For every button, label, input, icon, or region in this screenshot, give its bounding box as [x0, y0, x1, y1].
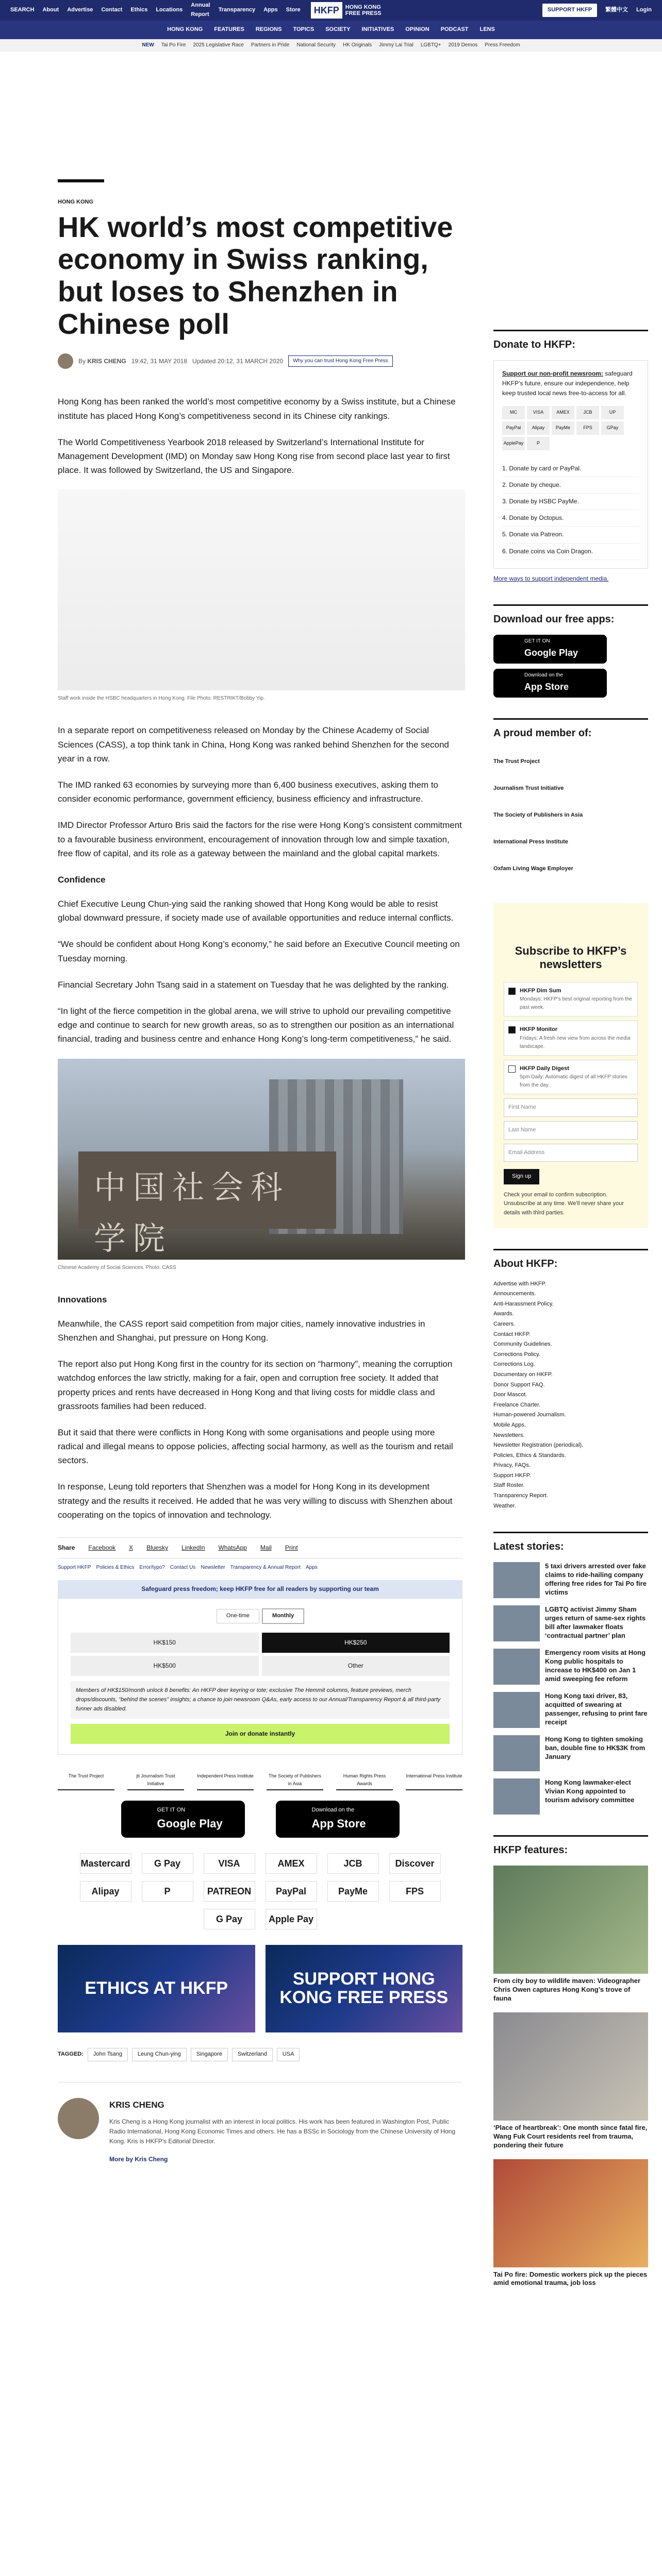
nav-item[interactable]: PODCAST [440, 26, 469, 33]
share-link[interactable]: Mail [260, 1544, 272, 1552]
amount-option[interactable]: HK$150 [71, 1633, 259, 1653]
author-avatar[interactable] [58, 353, 73, 369]
tag-list [58, 2048, 462, 2061]
payment-icon: Discover [389, 1853, 441, 1874]
meta-link[interactable]: Contact Us [170, 1565, 196, 1571]
widget-title: About HKFP: [493, 1249, 648, 1272]
partner-logo[interactable]: Human Rights Press Awards [336, 1770, 393, 1790]
author-box [58, 2082, 462, 2166]
tag-link[interactable]: John Tsang [88, 2048, 128, 2061]
latest-story[interactable] [493, 1692, 648, 1728]
paragraph: The report also put Hong Kong first in the country for its section on “harmony”, meaning the corruption watchdog enforces the law strictly, making for a fair, open and corruption free society. It added that property prices and rents have decreased in Hong Kong and that living costs for middle class and grassroots families had been reduced. [58, 1359, 453, 1411]
story-headline[interactable]: Emergency room visits at Hong Kong public hospitals to increase to HK$400 on Jan 1 amid sweeping fee reform [545, 1649, 646, 1683]
about-link[interactable]: Newsletter Registration (periodical). [493, 1442, 584, 1449]
meta-link[interactable]: Apps [305, 1565, 318, 1571]
payment-icon: Apple Pay [266, 1909, 317, 1929]
payment-icon: JCB [327, 1853, 379, 1874]
card-icon: FPS [576, 421, 599, 435]
donate-strip[interactable]: Safeguard press freedom; keep HKFP free for all readers by supporting our team [58, 1580, 462, 1598]
meta-link[interactable]: Error/typo? [139, 1565, 165, 1571]
member-logo[interactable]: Oxfam Living Wage Employer [493, 866, 573, 872]
top-link[interactable]: Apps [263, 7, 278, 13]
story-headline[interactable]: Hong Kong taxi driver, 83, acquitted of swearing at passenger, refusing to print fare receipt [545, 1692, 648, 1726]
widget-title: Latest stories: [493, 1532, 648, 1555]
paragraph: Hong Kong has been ranked the world’s most competitive economy by a Swiss institute, but a Chinese institute has placed Hong Kong’s competitiveness second in its Chinese city rankings. [58, 397, 456, 421]
latest-widget [493, 1532, 648, 1815]
story-headline[interactable]: 5 taxi drivers arrested over fake claims to ride-hailing company offering free rides for Tai Po fire victims [545, 1562, 647, 1596]
trending-item[interactable]: HK Originals [342, 42, 372, 48]
tag-link[interactable]: Switzerland [232, 2048, 273, 2061]
sidebar [493, 52, 648, 2308]
about-link[interactable]: Privacy, FAQs. [493, 1462, 531, 1469]
card-icon: AMEX [552, 406, 574, 419]
share-link[interactable]: Print [285, 1544, 298, 1552]
about-link[interactable]: Advertise with HKFP. [493, 1280, 547, 1287]
promo-row [58, 1945, 462, 2032]
donate-way-link[interactable]: 6. Donate coins via Coin Dragon. [502, 544, 639, 560]
about-link[interactable]: Community Guidelines. [493, 1341, 552, 1348]
app-store-badge[interactable]: Download on the App Store [493, 669, 607, 698]
partner-logos [58, 1770, 462, 1790]
latest-story[interactable] [493, 1649, 648, 1685]
about-link[interactable]: Weather. [493, 1502, 516, 1509]
donate-way-link[interactable]: 1. Donate by card or PayPal. [502, 461, 639, 477]
site-logo[interactable] [311, 2, 382, 19]
share-link[interactable]: WhatsApp [218, 1544, 247, 1552]
meta-link[interactable]: Newsletter [201, 1565, 225, 1571]
article [35, 52, 462, 2308]
paragraph: “We should be confident about Hong Kong’s economy,” he said before an Executive Council meeting on Tuesday morning. [58, 939, 460, 963]
checkbox[interactable] [508, 1026, 516, 1033]
features-widget [493, 1835, 648, 2287]
donate-widget [58, 1598, 462, 1755]
about-link[interactable]: Corrections Log. [493, 1361, 535, 1368]
partner-logo[interactable]: jti Journalism Trust Initiative [127, 1770, 184, 1790]
share-link[interactable]: Facebook [88, 1544, 116, 1552]
widget-title: A proud member of: [493, 718, 648, 741]
partner-logo[interactable]: Independent Press Institute [197, 1770, 254, 1790]
newsletter-note: Check your email to confirm subscription. Unsubscribe at any time. We'll never share your details with third parties. [504, 1191, 624, 1216]
latest-story[interactable] [493, 1605, 648, 1641]
paragraph: Chief Executive Leung Chun-ying said the ranking showed that Hong Kong would be able to resist global downward pressure, if society made use of available opportunities and reduce internal conflicts. [58, 899, 454, 923]
member-note: Members of HK$150/month unlock 8 benefits: An HKFP deer keyring or tote; exclusive The Hemmit columns, feature previews, merch drops/discounts, "behind the scenes" insights; a chance to join newsroom Q&As, early access to our Annual/Transparency Report & all third-party funner ads disabled. [71, 1681, 450, 1719]
feature-link[interactable]: Tai Po fire: Domestic workers pick up the pieces amid emotional trauma, job loss [493, 2270, 648, 2287]
card-icon: P [527, 437, 550, 450]
about-link[interactable]: Newsletters. [493, 1432, 525, 1438]
paragraph: Financial Secretary John Tsang said in a statement on Tuesday that he was delighted by the ranking. [58, 979, 449, 990]
share-label: Share [58, 1544, 75, 1552]
card-icon: ApplePay [502, 437, 525, 450]
donate-ways [502, 461, 639, 560]
story-thumbnail[interactable] [493, 1735, 540, 1771]
partner-logo[interactable]: The Society of Publishers in Asia [267, 1770, 323, 1790]
nav-item[interactable]: OPINION [405, 26, 429, 33]
first-name-field[interactable]: First Name [504, 1098, 638, 1117]
card-icon: VISA [527, 406, 550, 419]
article-body [58, 395, 462, 2165]
email-field[interactable]: Email Address [504, 1144, 638, 1162]
more-by-author-link[interactable]: More by Kris Cheng [109, 2156, 168, 2163]
feature-image[interactable] [493, 2159, 648, 2267]
meta-link[interactable]: Transparency & Annual Report [230, 1565, 301, 1571]
section-tag[interactable]: HONG KONG [58, 199, 94, 205]
subheading-confidence: Confidence [58, 874, 106, 885]
trending-item[interactable]: Tai Po Fire [161, 42, 186, 48]
feature-link[interactable]: From city boy to wildlife maven: Videographer Chris Owen captures Hong Kong’s trove of fauna [493, 1977, 641, 2003]
cass-sign: 中国社会科学院 [78, 1151, 336, 1229]
about-link[interactable]: Announcements. [493, 1291, 536, 1297]
member-logo[interactable]: Journalism Trust Initiative [493, 785, 564, 792]
cass-photo [58, 1059, 465, 1260]
meta-links [58, 1564, 462, 1572]
top-link[interactable]: Advertise [67, 7, 93, 13]
top-link[interactable]: Ethics [130, 7, 148, 13]
nav-item[interactable]: INITIATIVES [361, 26, 394, 33]
widget-title: HKFP features: [493, 1835, 648, 1858]
story-headline[interactable]: Hong Kong to tighten smoking ban, double fine to HK$3K from January [545, 1735, 646, 1761]
last-name-field[interactable]: Last Name [504, 1121, 638, 1140]
nav-item[interactable]: TOPICS [293, 26, 315, 33]
payment-icon: Mastercard [80, 1853, 131, 1874]
trending-item[interactable]: 2019 Demos [448, 42, 478, 48]
about-link[interactable]: Mobile Apps. [493, 1421, 526, 1428]
paragraph: IMD Director Professor Arturo Bris said the factors for the rise were Hong Kong’s consistent commitment to a favourable business environment, encouragement of innovation through low and simple taxation, free flow of capital, and its role as a gateway between the mainland and the global capital markets. [58, 820, 462, 858]
nav-item[interactable]: SOCIETY [325, 26, 351, 33]
trending-item[interactable]: Jimmy Lai Trial [379, 42, 413, 48]
author-name[interactable]: KRIS CHENG [87, 357, 126, 365]
updated-date: Updated 20:12, 31 MARCH 2020 [192, 357, 284, 365]
about-link[interactable]: Freelance Charter. [493, 1401, 541, 1408]
about-link[interactable]: Policies, Ethics & Standards. [493, 1452, 566, 1459]
nav-item[interactable]: FEATURES [214, 26, 244, 33]
story-thumbnail[interactable] [493, 1778, 540, 1815]
story-thumbnail[interactable] [493, 1649, 540, 1685]
logo-mark: HKFP [311, 2, 342, 19]
logo-line1: HONG KONG [345, 4, 381, 10]
payment-methods [58, 1853, 462, 1929]
about-link[interactable]: Documentary on HKFP. [493, 1371, 553, 1378]
share-link[interactable]: Bluesky [146, 1544, 169, 1552]
frequency-toggle [71, 1609, 450, 1623]
donate-way-link[interactable]: 2. Donate by cheque. [502, 477, 639, 494]
amount-option[interactable]: HK$250 [262, 1633, 450, 1653]
latest-story[interactable] [493, 1735, 648, 1771]
author-avatar-large[interactable] [58, 2098, 99, 2139]
donate-intro: safeguard HKFP’s future, ensure our independence, help keep trusted local news free-to-access for all. [502, 370, 633, 397]
trending-label: NEW [142, 42, 154, 48]
article-title: HK world’s most competitive economy in Swiss ranking, but loses to Shenzhen in Chinese poll [58, 210, 453, 340]
member-widget [493, 718, 648, 883]
top-link[interactable]: Transparency [218, 7, 256, 13]
feature-image[interactable] [493, 2012, 648, 2121]
top-link[interactable]: Locations [156, 7, 183, 13]
top-link[interactable]: Annual Report [191, 2, 210, 18]
paragraph: The IMD ranked 63 economies by surveying more than 6,400 business executives, asking them to consider economic performance, government efficiency, business efficiency and infrastructure. [58, 779, 438, 804]
story-headline[interactable]: LGBTQ activist Jimmy Sham urges return of same-sex rights bill after lawmaker floats ‘contractual partner’ plan [545, 1605, 646, 1639]
top-links [10, 1, 301, 19]
payment-icon: PayMe [327, 1881, 379, 1902]
app-store-row [58, 1801, 462, 1838]
paragraph: Meanwhile, the CASS report said competition from major cities, namely innovative industries in Shenzhen and Shanghai, put pressure on Hong Kong. [58, 1318, 425, 1343]
feature-link[interactable]: ‘Place of heartbreak’: One month since fatal fire, Wang Fuk Court residents reel from trauma, pondering their future [493, 2123, 648, 2149]
one-time-option[interactable]: One-time [217, 1609, 259, 1623]
trending-item[interactable]: 2025 Legislative Race [193, 42, 244, 48]
meta-link[interactable]: Support HKFP [58, 1565, 91, 1571]
payment-icon: AMEX [266, 1853, 317, 1874]
logo-line2: FREE PRESS [345, 10, 382, 16]
story-headline[interactable]: Hong Kong lawmaker-elect Vivian Kong appointed to tourism advisory committee [545, 1778, 635, 1804]
support-button[interactable]: SUPPORT HKFP [542, 4, 597, 17]
amount-option[interactable]: HK$500 [71, 1656, 259, 1676]
payment-icon: FPS [389, 1881, 441, 1902]
author-box-name[interactable]: KRIS CHENG [109, 2099, 164, 2110]
payment-icon: G Pay [142, 1853, 193, 1874]
about-link[interactable]: Transparency Report. [493, 1493, 548, 1499]
about-link[interactable]: Human-powered Journalism. [493, 1412, 566, 1418]
tag-link[interactable]: Leung Chun-ying [132, 2048, 187, 2061]
tags-label: TAGGED: [58, 2051, 84, 2058]
support-promo[interactable]: SUPPORT HONG KONG FREE PRESS [266, 1945, 463, 2032]
photo-caption: Chinese Academy of Social Sciences. Photo: CASS [58, 1264, 176, 1270]
login-link[interactable]: Login [636, 7, 652, 13]
google-play-badge[interactable]: GET IT ON Google Play [493, 635, 607, 664]
donate-way-link[interactable]: 5. Donate via Patreon. [502, 527, 639, 543]
member-logo[interactable]: The Society of Publishers in Asia [493, 812, 583, 819]
about-link[interactable]: Awards. [493, 1311, 514, 1317]
more-ways-link[interactable]: More ways to support independent media. [493, 574, 609, 582]
about-link[interactable]: Door Mascot. [493, 1392, 527, 1398]
paragraph: In a separate report on competitiveness released on Monday by the Chinese Academy of Social Sciences (CASS), a top think tank in China, Hong Kong was ranked behind Shenzhen for the second year in a row. [58, 725, 449, 764]
publish-date: 19:42, 31 MAY 2018 [131, 357, 187, 365]
card-icon: PayMe [552, 421, 574, 435]
donate-way-link[interactable]: 4. Donate by Octopus. [502, 510, 639, 527]
share-link[interactable]: X [129, 1544, 134, 1552]
paragraph: In response, Leung told reporters that Shenzhen was a model for Hong Kong in its development strategy and the results it received. He added that he was very willing to discuss with Shenzhen about cooperating on the topics of innovation and technology. [58, 1482, 453, 1520]
checkbox[interactable] [508, 1065, 516, 1073]
member-logo[interactable]: The Trust Project [493, 758, 540, 765]
byline: By KRIS CHENG 19:42, 31 MAY 2018 Updated 20:12, 31 MARCH 2020 Why you can trust Hong Kong Free Press [58, 353, 462, 369]
payment-icon: VISA [204, 1853, 255, 1874]
newsletter-widget [493, 903, 648, 1228]
author-bio: Kris Cheng is a Hong Kong journalist with an interest in local politics. His work has been featured in Washington Post, Public Radio International, Hong Kong Economic Times and others. He has a BSSc in Sociology from the Chinese University of Hong Kong. Kris is HKFP's Editorial Director. [109, 2117, 456, 2145]
apps-widget [493, 604, 648, 698]
trending-item[interactable]: Press Freedom [485, 42, 520, 48]
donate-way-link[interactable]: 3. Donate by HSBC PayMe. [502, 494, 639, 510]
payment-icon: PayPal [266, 1881, 317, 1902]
about-widget [493, 1249, 648, 1512]
lang-link[interactable]: 繁體中文 [605, 7, 628, 13]
about-link[interactable]: Anti-Harassment Policy. [493, 1300, 554, 1307]
share-link[interactable]: LinkedIn [181, 1544, 205, 1552]
story-thumbnail[interactable] [493, 1605, 540, 1641]
member-logo[interactable]: International Press Institute [493, 839, 568, 845]
trending-bar [0, 39, 662, 52]
about-link[interactable]: Donor Support FAQ. [493, 1381, 545, 1388]
nav-item[interactable]: REGIONS [255, 26, 282, 33]
story-thumbnail[interactable] [493, 1562, 540, 1598]
paragraph: But it said that there were conflicts in Hong Kong with some organisations and people using more radical and illegal means to oppose policies, affecting social harmony, as well as the tourism and retail sectors. [58, 1427, 453, 1466]
share-bar [58, 1537, 462, 1558]
meta-link[interactable]: Policies & Ethics [96, 1565, 135, 1571]
about-link[interactable]: Contact HKFP. [493, 1331, 531, 1337]
partner-logo[interactable]: International Press Institute [406, 1770, 462, 1790]
nav-item[interactable]: HONG KONG [167, 26, 203, 33]
latest-story[interactable] [493, 1778, 648, 1815]
payment-icon: G Pay [204, 1909, 255, 1929]
app-store-badge[interactable]: Download on the App Store [276, 1801, 400, 1838]
paragraph: The World Competitiveness Yearbook 2018 released by Switzerland’s International Institute for Management Development (IMD) on Monday saw Hong Kong rise from second place last year to first place. It was followed by Switzerland, the US and Singapore. [58, 437, 450, 476]
story-thumbnail[interactable] [493, 1692, 540, 1728]
photo-caption: Staff work inside the HSBC headquarters in Hong Kong. File Photo: RESTRIKT/Bobby Yip. [58, 696, 265, 702]
google-play-badge[interactable]: GET IT ON Google Play [121, 1801, 245, 1838]
card-icon: GPay [601, 421, 624, 435]
hsbc-photo [58, 489, 465, 690]
amount-grid [71, 1633, 450, 1676]
donate-intro-bold[interactable]: Support our non-profit newsroom: [502, 370, 603, 377]
page-content [35, 52, 648, 2308]
payment-icon: PATREON [204, 1881, 255, 1902]
trending-item[interactable]: Partners in Pride [251, 42, 290, 48]
paragraph: “In light of the fierce competition in the global arena, we will strive to uphold our prevailing competitive edge and continue to search for new growth areas, so as to strengthen our position as an international financial, trading and business centre and enhance Hong Kong’s long-term competitiveness,” he said. [58, 1006, 454, 1044]
ethics-promo[interactable]: ETHICS AT HKFP [58, 1945, 255, 2032]
about-link[interactable]: Staff Roster. [493, 1482, 525, 1489]
widget-title: Donate to HKFP: [493, 330, 648, 353]
main-nav [0, 21, 662, 39]
checkbox[interactable] [508, 988, 516, 995]
card-icon: MC [502, 406, 525, 419]
partner-logo[interactable]: The Trust Project [58, 1770, 114, 1790]
feature-image[interactable] [493, 1866, 648, 1974]
monthly-option[interactable]: Monthly [262, 1609, 304, 1623]
donate-sidebar [493, 330, 648, 584]
newsletter-option[interactable]: HKFP Monitor Fridays: A fresh new view from across the media landscape. [504, 1021, 638, 1056]
subheading-innovations: Innovations [58, 1294, 107, 1304]
top-link[interactable]: Store [286, 7, 301, 13]
payment-icon: P [142, 1881, 193, 1902]
card-icon: Alipay [527, 421, 550, 435]
card-icon: JCB [576, 406, 599, 419]
payment-icon: Alipay [80, 1881, 131, 1902]
newsletter-title: Subscribe to HKFP’s newsletters [515, 944, 627, 971]
newsletter-option[interactable]: HKFP Daily Digest 5pm Daily: Automatic digest of all HKFP stories from the day. [504, 1060, 638, 1095]
top-bar [0, 0, 662, 21]
top-link[interactable]: SEARCH [10, 7, 35, 13]
about-link[interactable]: Corrections Policy. [493, 1351, 540, 1358]
about-link[interactable]: Careers. [493, 1320, 516, 1327]
card-icon: UP [601, 406, 624, 419]
latest-story[interactable] [493, 1562, 648, 1598]
widget-title: Download our free apps: [493, 604, 648, 628]
trust-badge[interactable]: Why you can trust Hong Kong Free Press [288, 355, 393, 367]
top-link[interactable]: Contact [101, 7, 123, 13]
amount-option[interactable]: Other [262, 1656, 450, 1676]
trending-item[interactable]: National Security [296, 42, 336, 48]
join-button[interactable]: Join or donate instantly [71, 1724, 450, 1744]
tag-link[interactable]: Singapore [191, 2048, 228, 2061]
card-icon: PayPal [502, 421, 525, 435]
title-rule [58, 179, 104, 182]
about-link[interactable]: Support HKFP. [493, 1472, 531, 1479]
newsletter-option[interactable]: HKFP Dim Sum Mondays: HKFP's best original reporting from the past week. [504, 982, 638, 1017]
signup-button[interactable]: Sign up [504, 1169, 539, 1184]
card-icons [502, 406, 639, 450]
trending-item[interactable]: LGBTQ+ [420, 42, 441, 48]
tag-link[interactable]: USA [277, 2048, 300, 2061]
top-link[interactable]: About [42, 7, 59, 13]
nav-item[interactable]: LENS [479, 26, 495, 33]
